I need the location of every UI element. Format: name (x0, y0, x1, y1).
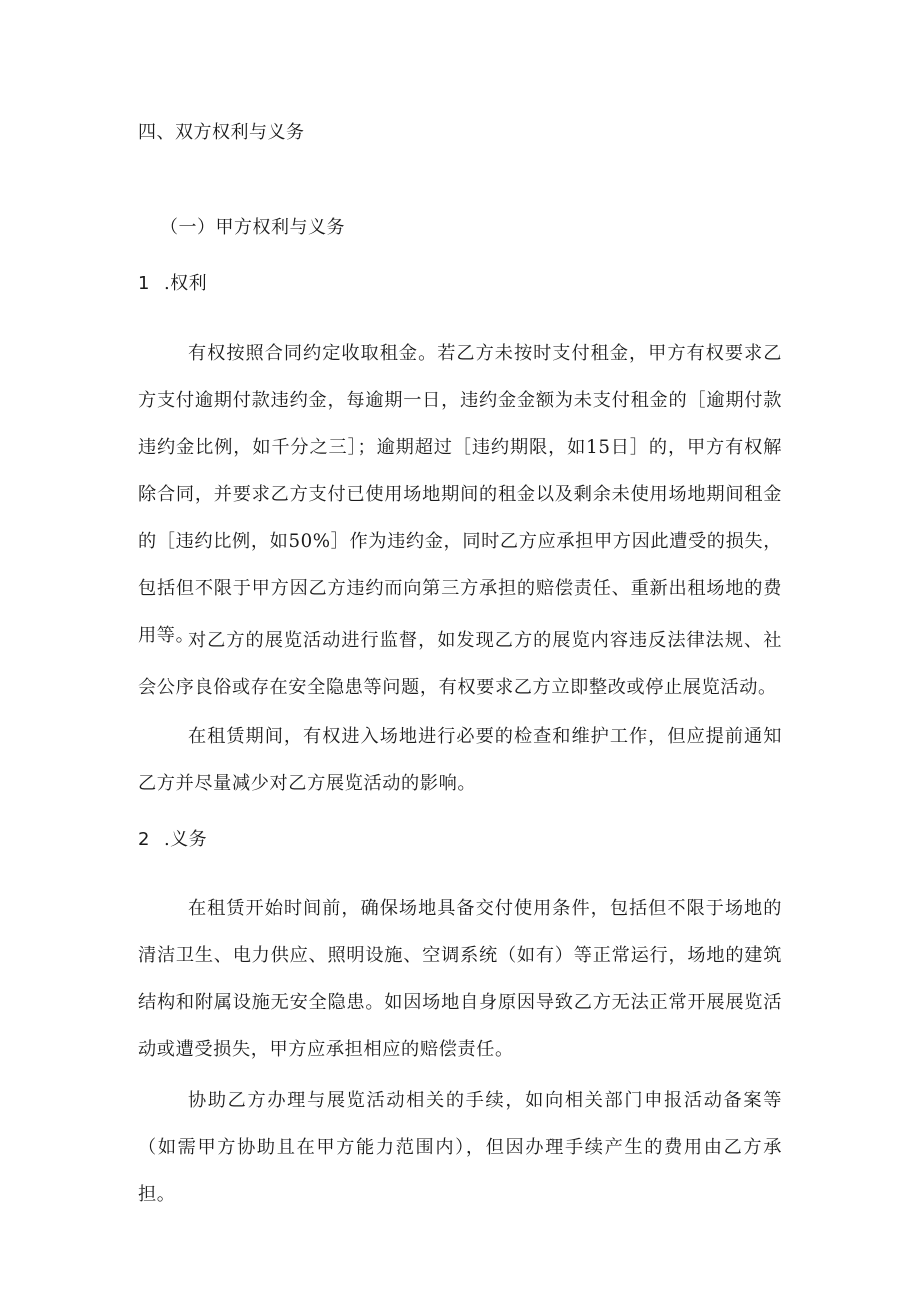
rights-paragraph-3: 在租赁期间，有权进入场地进行必要的检查和维护工作，但应提前通知乙方并尽量减少对乙方展览活动的影响。 (138, 726, 782, 794)
rights-paragraph-1: 有权按照合同约定收取租金。若乙方未按时支付租金，甲方有权要求乙方支付逾期付款违约金，每逾期一日，违约金金额为未支付租金的［逾期付款违约金比例，如千分之三］；逾期超过［违约期限，如15日］的，甲方有权解除合同，并要求乙方支付已使用场地期间的租金以及剩余未使用场地期间租金的［违约比例，如50%］作为违约金，同时乙方应承担甲方因此遭受的损失，包括但不限于甲方因乙方违约而向第三方承担的赔偿责任、重新出租场地的费用等。 (138, 343, 782, 646)
section-title: 四、双方权利与义务 (138, 122, 305, 143)
duties-heading-text: .义务 (163, 829, 208, 850)
rights-paragraph-2: 对乙方的展览活动进行监督，如发现乙方的展览内容违反法律法规、社会公序良俗或存在安全隐患等问题，有权要求乙方立即整改或停止展览活动。 (138, 630, 782, 698)
duties-paragraph-2: 协助乙方办理与展览活动相关的手续，如向相关部门申报活动备案等（如需甲方协助且在甲方能力范围内），但因办理手续产生的费用由乙方承担。 (138, 1090, 782, 1205)
duties-heading (138, 828, 207, 852)
rights-heading-number: 1 (138, 273, 150, 294)
duties-paragraph-1: 在租赁开始时间前，确保场地具备交付使用条件，包括但不限于场地的清洁卫生、电力供应、照明设施、空调系统（如有）等正常运行，场地的建筑结构和附属设施无安全隐患。如因场地自身原因导致乙方无法正常开展展览活动或遭受损失，甲方应承担相应的赔偿责任。 (138, 898, 782, 1060)
rights-heading (138, 272, 207, 296)
subsection-title: （一）甲方权利与义务 (160, 217, 345, 238)
rights-heading-text: .权利 (163, 273, 208, 294)
duties-heading-number: 2 (138, 829, 150, 850)
